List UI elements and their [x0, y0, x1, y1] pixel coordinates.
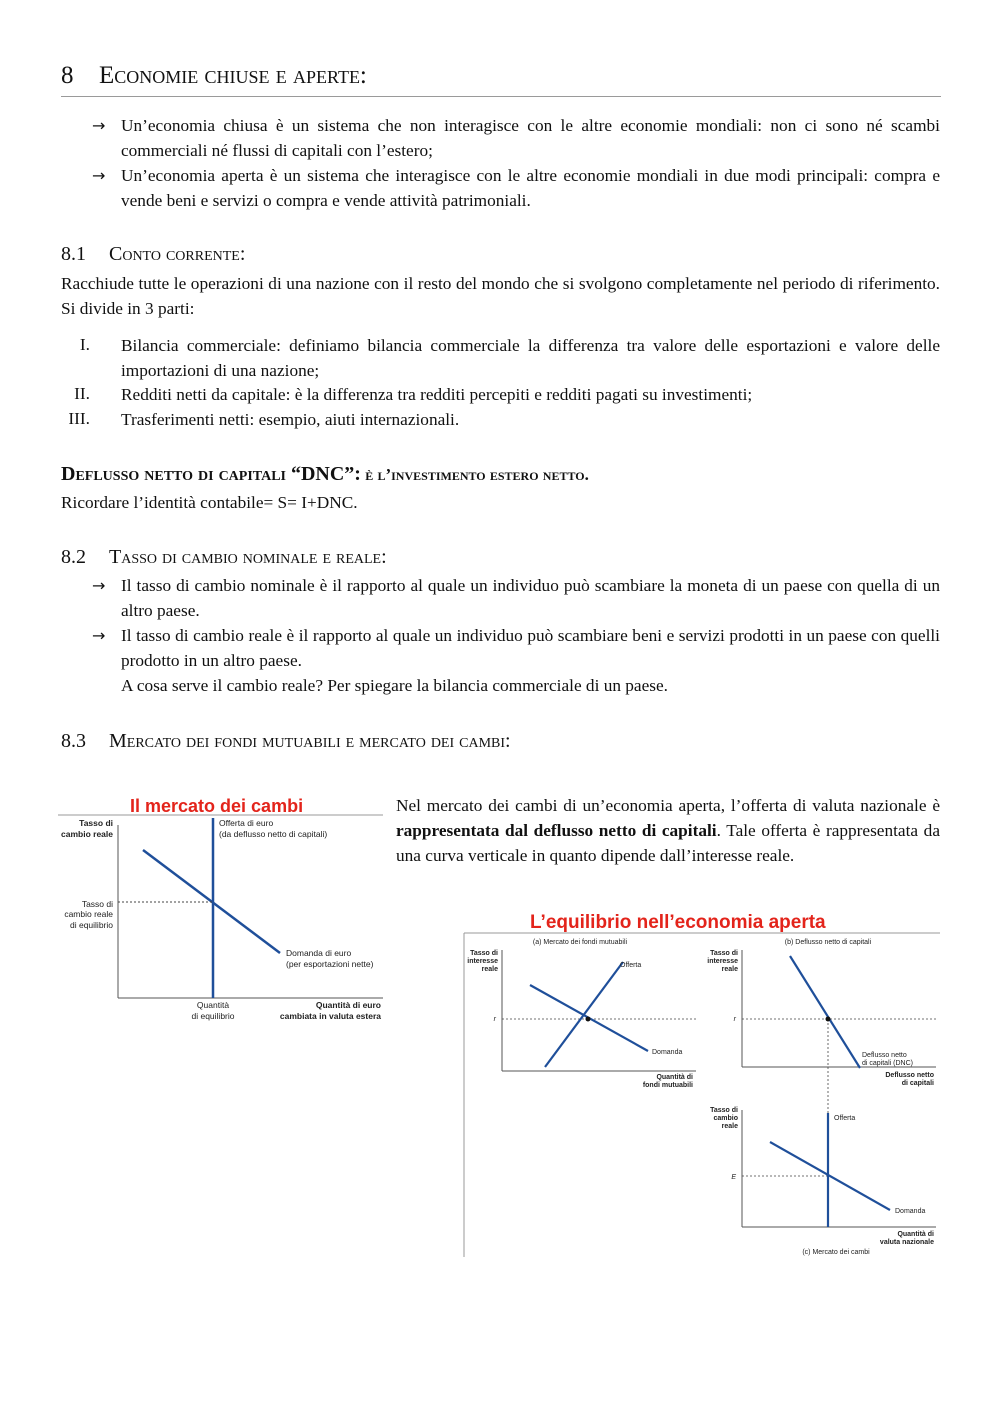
dnc-identity: Ricordare l’identità contabile= S= I+DNC. [61, 493, 358, 512]
y-axis-label: Tasso di [470, 950, 498, 957]
x-axis-label: valuta nazionale [879, 1239, 934, 1246]
exchange-market-figure [58, 790, 388, 1030]
paragraph-bold: rappresentata dal deflusso netto di capitali [396, 821, 717, 840]
panel-caption: (a) Mercato dei fondi mutuabili [532, 939, 628, 946]
x-axis-label: Deflusso netto [885, 1072, 934, 1079]
panel-caption: (c) Mercato dei cambi [802, 1249, 870, 1256]
panel-loanable-funds [467, 939, 696, 1089]
equilibrium-rate-label: cambio reale [64, 909, 113, 919]
supply-label: Offerta di euro [219, 818, 274, 828]
supply-label: Offerta [834, 1115, 856, 1122]
rate-label: r [493, 1016, 496, 1023]
real-rate-purpose: A cosa serve il cambio reale? Per spiegare la bilancia commerciale di un paese. [121, 676, 668, 695]
section-title: Tasso di cambio nominale e reale: [109, 546, 387, 568]
demand-label: Domanda [652, 1049, 683, 1056]
y-axis-label: cambio reale [61, 829, 113, 839]
y-axis-label: reale [721, 1123, 738, 1130]
y-axis-label: Tasso di [79, 818, 113, 828]
exchange-rate-label: E [731, 1174, 736, 1181]
section-8-1-heading [61, 243, 245, 266]
list-numeral: III. [68, 409, 90, 428]
bullet-closed-economy: Un’economia chiusa è un sistema che non interagisce con le altre economie mondiali: non ci sono né scambi commerciali né flussi di capitali con l’estero; [121, 116, 940, 160]
demand-label: Domanda di euro [286, 948, 352, 958]
list-numeral: II. [74, 384, 90, 403]
demand-label: Domanda [895, 1208, 926, 1215]
paragraph-text: . Tale offerta è rappresentata da una curva verticale in quanto dipende dall’interesse reale. [396, 821, 940, 865]
section-8-3-paragraph [396, 793, 940, 868]
arrow-bullet-icon: → [92, 626, 106, 645]
y-axis-label: Tasso di [710, 1107, 738, 1114]
y-axis-label: reale [481, 966, 498, 973]
supply-label: Offerta [620, 962, 642, 969]
x-axis-label: Quantità di [656, 1074, 693, 1081]
arrow-bullet-icon: → [92, 166, 106, 185]
panel-caption: (b) Deflusso netto di capitali [784, 939, 872, 946]
bullet-open-economy: Un’economia aperta è un sistema che interagisce con le altre economie mondiali in due modi principali: compra e vende beni e servizi o compra e vende attività patrimoniali. [121, 166, 940, 210]
paragraph-text: Nel mercato dei cambi di un’economia aperta, l’offerta di valuta nazionale è [396, 796, 940, 815]
section-8-heading [61, 62, 941, 97]
arrow-bullet-icon: → [92, 116, 106, 135]
section-title: Mercato dei fondi mutuabili e mercato dei cambi: [109, 730, 511, 752]
list-item-trade-balance: Bilancia commerciale: definiamo bilancia commerciale la differenza tra valore delle esportazioni e valore delle importazioni di una nazione; [121, 336, 940, 380]
y-axis-label: interesse [707, 958, 738, 965]
dnc-heading-rest: è l’investimento estero netto. [360, 465, 589, 484]
section-number: 8.3 [61, 730, 86, 752]
supply-label: (da deflusso netto di capitali) [219, 829, 328, 839]
dnc-heading [61, 463, 589, 486]
equilibrium-quantity-label: Quantità [196, 1000, 230, 1010]
section-8-3-heading [61, 730, 511, 753]
equilibrium-point [586, 1017, 591, 1022]
section-title: Economie chiuse e aperte: [99, 62, 367, 89]
list-item-net-transfers: Trasferimenti netti: esempio, aiuti internazionali. [121, 410, 460, 429]
panel-exchange-market [710, 1107, 936, 1256]
nco-label: di capitali (DNC) [862, 1060, 913, 1067]
list-numeral: I. [79, 335, 90, 354]
nco-label: Deflusso netto [862, 1052, 907, 1059]
x-axis-label: cambiata in valuta estera [279, 1011, 381, 1021]
x-axis-label: Quantità di euro [315, 1000, 381, 1010]
y-axis-label: Tasso di [710, 950, 738, 957]
equilibrium-point [826, 1017, 831, 1022]
bullet-real-rate: Il tasso di cambio reale è il rapporto al quale un individuo può scambiare beni e servizi prodotti in un paese con quelli prodotto in un altro paese. [121, 626, 940, 670]
section-8-2-heading [61, 546, 387, 569]
figure-title: Il mercato dei cambi [130, 796, 304, 816]
dnc-heading-main: Deflusso netto di capitali “DNC”: [61, 463, 361, 485]
section-title: Conto corrente: [109, 243, 246, 265]
section-number: 8.1 [61, 243, 86, 265]
open-economy-equilibrium-figure [460, 905, 942, 1260]
panel-net-capital-outflow [707, 939, 936, 1113]
y-axis-label: cambio [713, 1115, 738, 1122]
y-axis-label: reale [721, 966, 738, 973]
equilibrium-rate-label: Tasso di [81, 899, 113, 909]
y-axis-label: interesse [467, 958, 498, 965]
demand-label: (per esportazioni nette) [286, 959, 374, 969]
section-number: 8.2 [61, 546, 86, 568]
x-axis-label: di capitali [901, 1080, 934, 1087]
figure-title: L’equilibrio nell’economia aperta [530, 912, 826, 933]
equilibrium-quantity-label: di equilibrio [191, 1011, 235, 1021]
x-axis-label: Quantità di [897, 1231, 934, 1238]
section-number: 8 [61, 62, 74, 89]
rate-label: r [733, 1016, 736, 1023]
x-axis-label: fondi mutuabili [642, 1082, 693, 1089]
list-item-net-capital-income: Redditi netti da capitale: è la differenza tra redditi percepiti e redditi pagati su investimenti; [121, 385, 753, 404]
arrow-bullet-icon: → [92, 576, 106, 595]
nco-curve [790, 956, 860, 1068]
bullet-nominal-rate: Il tasso di cambio nominale è il rapporto al quale un individuo può scambiare la moneta di un paese con quella di un altro paese. [121, 576, 940, 620]
section-8-1-intro: Racchiude tutte le operazioni di una nazione con il resto del mondo che si svolgono completamente nel periodo di riferimento. Si divide in 3 parti: [61, 274, 940, 318]
equilibrium-rate-label: di equilibrio [70, 920, 113, 930]
